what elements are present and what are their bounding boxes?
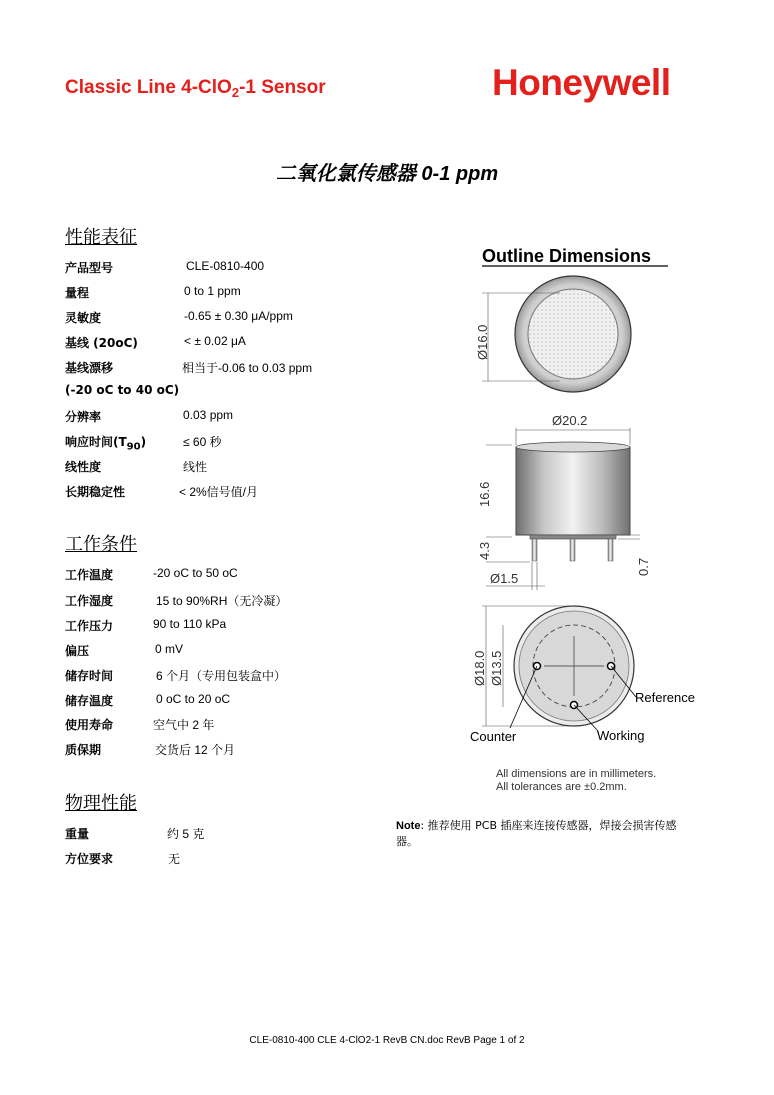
spec-value: < ± 0.02 μA — [184, 334, 246, 348]
spec-value: 约 5 克 — [167, 827, 205, 841]
spec-label: 基线漂移 — [65, 361, 114, 375]
spec-label: 工作湿度 — [65, 594, 114, 608]
honeywell-logo: Honeywell — [492, 62, 671, 103]
dim-top-diameter: Ø16.0 — [475, 324, 490, 360]
spec-value: -20 oC to 50 oC — [153, 566, 238, 580]
dim-height: 16.6 — [477, 481, 492, 507]
top-view-mesh — [528, 289, 618, 379]
spec-label: 工作压力 — [65, 619, 114, 633]
dim-body-diameter: Ø20.2 — [552, 413, 588, 428]
spec-label: 方位要求 — [65, 852, 114, 866]
spec-value: 0 to 1 ppm — [184, 284, 241, 298]
page-footer: CLE-0810-400 CLE 4-ClO2-1 RevB CN.doc RevB Page 1 of 2 — [249, 1035, 525, 1046]
spec-label: 储存温度 — [65, 694, 114, 708]
spec-value: 交货后 12 个月 — [155, 743, 236, 757]
spec-label: 重量 — [65, 827, 90, 841]
spec-value: 无 — [168, 852, 181, 866]
spec-value: -0.65 ± 0.30 μA/ppm — [184, 309, 293, 323]
spec-label: 响应时间$(T_{90})$ — [65, 435, 147, 453]
outline-dimensions-diagram — [455, 235, 725, 805]
spec-value: 0 oC to 20 oC — [156, 692, 231, 706]
spec-value: 6 个月（专用包装盒中） — [156, 669, 287, 683]
spec-value: CLE-0810-400 — [186, 259, 265, 273]
main-title: 二氧化氯传感器 0-1 ppm — [275, 163, 499, 185]
label-reference: Reference — [635, 690, 695, 705]
dim-pin-length: 4.3 — [477, 541, 492, 560]
sensor-body — [516, 447, 630, 535]
label-counter: Counter — [470, 729, 517, 744]
label-working: Working — [597, 728, 645, 743]
sensor-base — [530, 535, 616, 539]
spec-label: 线性度 — [65, 460, 102, 474]
spec-label: 分辨率 — [65, 410, 102, 424]
dimensions-note-2: All tolerances are ±0.2mm. — [496, 781, 627, 793]
pcb-note: Note: 推荐使用 PCB 插座来连接传感器，焊接会损害传感器。 — [396, 819, 677, 848]
spec-label: (-20 oC to 40 oC) — [65, 383, 180, 397]
spec-value: 0 mV — [155, 642, 184, 656]
dimensions-note-1: All dimensions are in millimeters. — [496, 768, 657, 780]
sensor-top-rim — [516, 442, 630, 452]
spec-value: < 2%信号值/月 — [179, 485, 259, 499]
spec-value: 相当于-0.06 to 0.03 ppm — [182, 361, 313, 375]
dim-bottom-pcd: Ø13.5 — [489, 650, 504, 686]
section-heading-physical: 物理性能 — [65, 793, 137, 814]
spec-value: 0.03 ppm — [183, 408, 234, 422]
spec-label: 质保期 — [65, 743, 102, 757]
spec-label: 灵敏度 — [65, 311, 102, 325]
spec-label: 基线 (20oC) — [65, 336, 138, 350]
spec-label: 产品型号 — [65, 261, 114, 275]
spec-label: 长期稳定性 — [65, 485, 126, 499]
sensor-pin — [532, 539, 537, 561]
spec-value: ≤ 60 秒 — [183, 435, 222, 449]
diagram-title: Outline Dimensions — [482, 246, 652, 266]
section-heading-operating: 工作条件 — [65, 534, 137, 555]
spec-label: 工作温度 — [65, 568, 114, 582]
dim-pin-offset: 0.7 — [636, 557, 651, 576]
sensor-pin — [570, 539, 575, 561]
document-title: Classic Line 4-ClO$_2$-1 Sensor — [65, 77, 326, 100]
spec-value: 线性 — [183, 460, 208, 474]
spec-label: 量程 — [65, 286, 90, 300]
spec-label: 储存时间 — [65, 669, 114, 683]
sensor-pin — [608, 539, 613, 561]
spec-label: 偏压 — [65, 644, 90, 658]
dim-pin-diameter: Ø1.5 — [490, 571, 519, 586]
section-heading-performance: 性能表征 — [65, 227, 137, 248]
spec-value: 空气中 2 年 — [153, 718, 215, 732]
spec-value: 90 to 110 kPa — [153, 617, 227, 631]
dim-bottom-outer: Ø18.0 — [472, 650, 487, 686]
spec-value: 15 to 90%RH（无冷凝） — [156, 594, 288, 608]
spec-label: 使用寿命 — [65, 718, 114, 732]
